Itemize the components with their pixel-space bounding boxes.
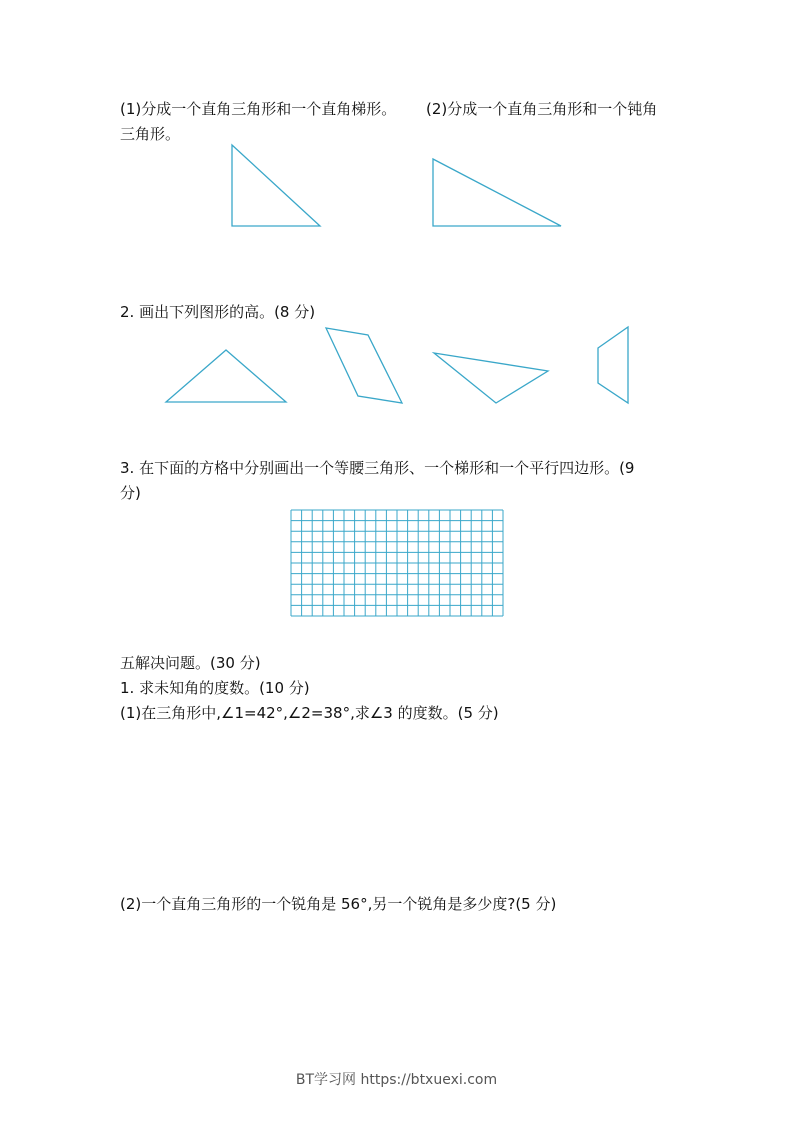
q1-part1-text: (1)分成一个直角三角形和一个直角梯形。 bbox=[120, 100, 397, 118]
height-trapezoid-figure bbox=[592, 322, 633, 408]
s5-q1-part2-text: (2)一个直角三角形的一个锐角是 56°,另一个锐角是多少度?(5 分) bbox=[120, 895, 557, 913]
height-triangle-figure bbox=[160, 345, 292, 407]
s5-q1-part1-text: (1)在三角形中,∠1=42°,∠2=38°,求∠3 的度数。(5 分) bbox=[120, 704, 499, 722]
square-grid bbox=[288, 507, 506, 623]
height-obtuse-triangle-figure bbox=[430, 349, 553, 407]
section-5-title: 五解决问题。(30 分) bbox=[120, 654, 261, 672]
q2-text: 2. 画出下列图形的高。(8 分) bbox=[120, 303, 316, 321]
obtuse-split-triangle-figure bbox=[428, 155, 566, 231]
s5-q1-text: 1. 求未知角的度数。(10 分) bbox=[120, 679, 310, 697]
q1-part2-text-cont: 三角形。 bbox=[120, 125, 181, 143]
q3-text: 3. 在下面的方格中分别画出一个等腰三角形、一个梯形和一个平行四边形。(9 bbox=[120, 459, 635, 477]
right-triangle-figure bbox=[228, 142, 324, 230]
q3-text-cont: 分) bbox=[120, 484, 141, 502]
site-footer: BT学习网 https://btxuexi.com bbox=[295, 1072, 498, 1088]
height-parallelogram-figure bbox=[320, 323, 408, 407]
q1-part2-text: (2)分成一个直角三角形和一个钝角 bbox=[426, 100, 658, 118]
